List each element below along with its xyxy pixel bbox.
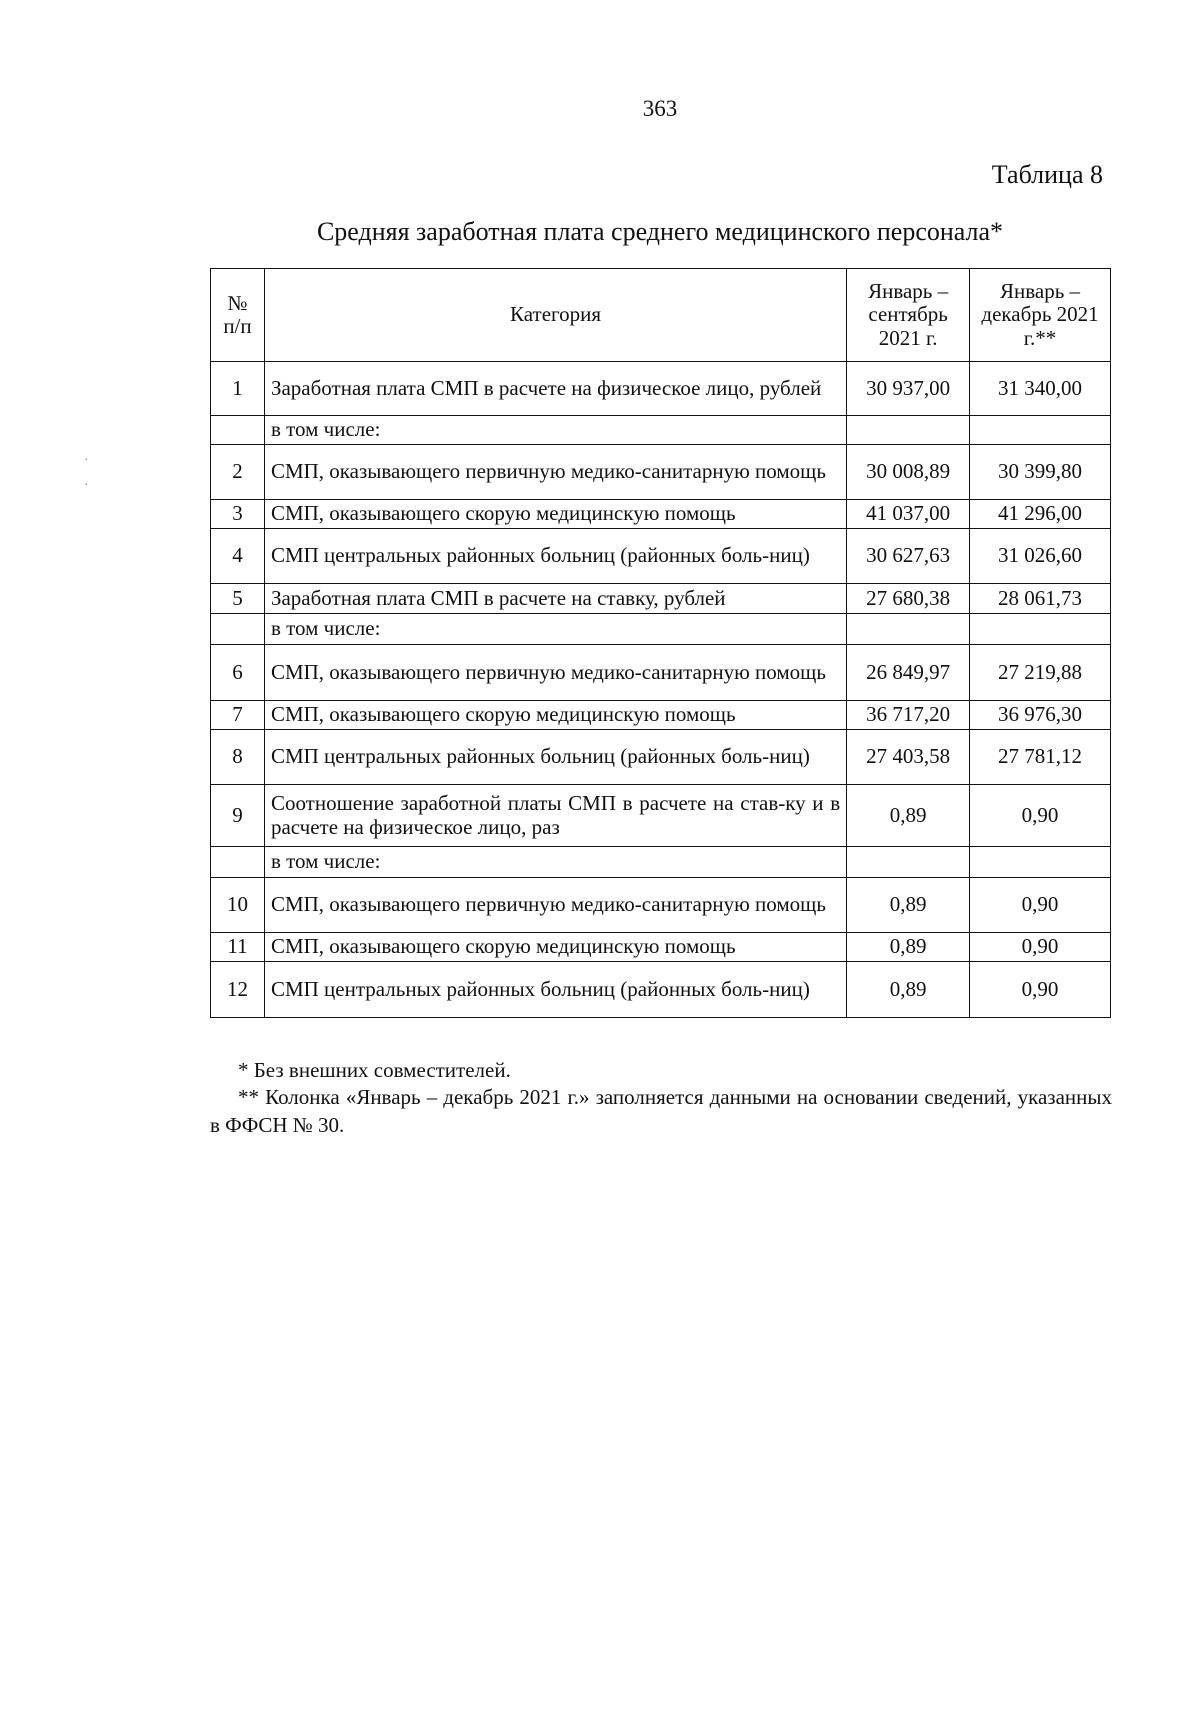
- table-row: [211, 847, 1111, 878]
- scan-speck: ·: [84, 453, 89, 468]
- row-category: СМП, оказывающего скорую медицинскую помощь: [264, 933, 846, 962]
- row-value-jan-sep: 36 717,20: [847, 701, 970, 730]
- row-number: 11: [211, 933, 265, 962]
- header-jan-sep-2021: Январь – сентябрь 2021 г.: [847, 269, 970, 362]
- row-number: 6: [211, 645, 265, 701]
- header-category: Категория: [264, 269, 846, 362]
- row-value-jan-sep: 0,89: [847, 785, 970, 847]
- row-category: в том числе:: [264, 416, 846, 445]
- row-number: 10: [211, 878, 265, 933]
- row-category: СМП, оказывающего первичную медико-санитарную помощь: [264, 445, 846, 500]
- table-row: [211, 645, 1111, 701]
- table-row: [211, 878, 1111, 933]
- row-number: 2: [211, 445, 265, 500]
- row-value-jan-dec: 31 340,00: [970, 362, 1111, 416]
- footnote-jan-dec-column: ** Колонка «Январь – декабрь 2021 г.» заполняется данными на основании сведений, указанных в ФФСН № 30.: [210, 1085, 1112, 1137]
- table-row: [211, 584, 1111, 614]
- row-category: Заработная плата СМП в расчете на физическое лицо, рублей: [264, 362, 846, 416]
- row-value-jan-dec: 36 976,30: [970, 701, 1111, 730]
- row-value-jan-dec: 0,90: [970, 933, 1111, 962]
- row-value-jan-sep: [847, 416, 970, 445]
- row-number: 7: [211, 701, 265, 730]
- row-value-jan-sep: 0,89: [847, 933, 970, 962]
- row-value-jan-sep: 27 403,58: [847, 730, 970, 785]
- row-value-jan-dec: [970, 416, 1111, 445]
- table-row: [211, 933, 1111, 962]
- scan-speck: ·: [84, 478, 89, 493]
- row-value-jan-dec: 31 026,60: [970, 529, 1111, 584]
- row-value-jan-sep: 30 937,00: [847, 362, 970, 416]
- row-number: 12: [211, 962, 265, 1018]
- row-number: 8: [211, 730, 265, 785]
- row-value-jan-dec: 27 219,88: [970, 645, 1111, 701]
- row-value-jan-sep: [847, 847, 970, 878]
- table-row: [211, 529, 1111, 584]
- row-category: в том числе:: [264, 614, 846, 645]
- row-category: в том числе:: [264, 847, 846, 878]
- table-header-row: [211, 269, 1111, 362]
- row-category: СМП, оказывающего первичную медико-санитарную помощь: [264, 878, 846, 933]
- table-row: [211, 962, 1111, 1018]
- footnotes: [210, 1057, 1112, 1139]
- row-value-jan-dec: 0,90: [970, 878, 1111, 933]
- header-number: № п/п: [211, 269, 265, 362]
- row-number: 5: [211, 584, 265, 614]
- row-value-jan-dec: 30 399,80: [970, 445, 1111, 500]
- row-value-jan-dec: 41 296,00: [970, 500, 1111, 529]
- row-value-jan-sep: 0,89: [847, 878, 970, 933]
- footnote-external-part-timers: * Без внешних совместителей.: [238, 1058, 511, 1082]
- row-number: [211, 847, 265, 878]
- table-row: [211, 416, 1111, 445]
- row-value-jan-dec: 27 781,12: [970, 730, 1111, 785]
- row-value-jan-sep: 41 037,00: [847, 500, 970, 529]
- row-category: СМП, оказывающего скорую медицинскую помощь: [264, 500, 846, 529]
- table-label: Таблица 8: [991, 160, 1103, 189]
- row-category: Заработная плата СМП в расчете на ставку, рублей: [264, 584, 846, 614]
- row-value-jan-dec: 0,90: [970, 785, 1111, 847]
- row-number: 4: [211, 529, 265, 584]
- salary-table: [210, 268, 1111, 1018]
- row-number: 1: [211, 362, 265, 416]
- row-value-jan-sep: 0,89: [847, 962, 970, 1018]
- row-value-jan-dec: 0,90: [970, 962, 1111, 1018]
- row-category: СМП центральных районных больниц (районных боль-ниц): [264, 962, 846, 1018]
- row-value-jan-dec: [970, 614, 1111, 645]
- row-number: [211, 416, 265, 445]
- row-number: 3: [211, 500, 265, 529]
- row-number: [211, 614, 265, 645]
- row-number: 9: [211, 785, 265, 847]
- row-category: СМП центральных районных больниц (районных боль-ниц): [264, 730, 846, 785]
- row-category: СМП, оказывающего первичную медико-санитарную помощь: [264, 645, 846, 701]
- row-category: СМП центральных районных больниц (районных боль-ниц): [264, 529, 846, 584]
- row-value-jan-dec: [970, 847, 1111, 878]
- table-row: [211, 785, 1111, 847]
- header-jan-dec-2021: Январь – декабрь 2021 г.**: [970, 269, 1111, 362]
- table-row: [211, 500, 1111, 529]
- row-value-jan-sep: 26 849,97: [847, 645, 970, 701]
- table-row: [211, 614, 1111, 645]
- row-category: Соотношение заработной платы СМП в расчете на став-ку и в расчете на физическое лицо, раз: [264, 785, 846, 847]
- row-value-jan-sep: 30 008,89: [847, 445, 970, 500]
- table-row: [211, 701, 1111, 730]
- row-value-jan-sep: 27 680,38: [847, 584, 970, 614]
- table-row: [211, 730, 1111, 785]
- row-value-jan-dec: 28 061,73: [970, 584, 1111, 614]
- table-row: [211, 362, 1111, 416]
- page-number: 363: [642, 96, 678, 121]
- row-value-jan-sep: [847, 614, 970, 645]
- row-category: СМП, оказывающего скорую медицинскую помощь: [264, 701, 846, 730]
- table-title: Средняя заработная плата среднего медицинского персонала*: [316, 217, 1004, 246]
- table-row: [211, 445, 1111, 500]
- row-value-jan-sep: 30 627,63: [847, 529, 970, 584]
